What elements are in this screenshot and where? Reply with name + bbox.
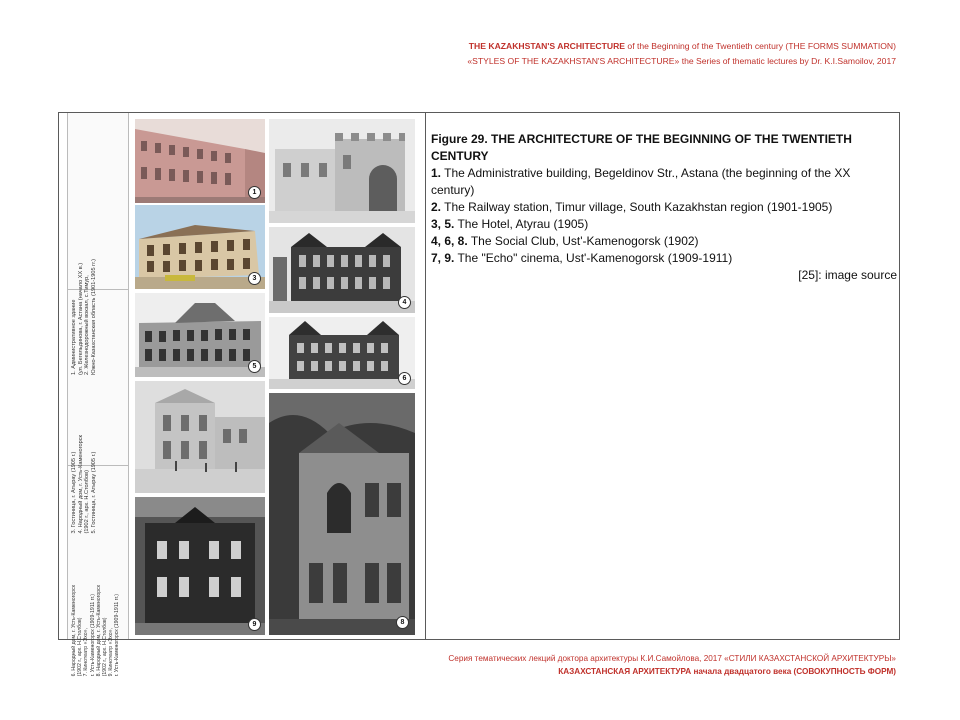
caption-line: г. Усть-Каменогорск (1909-1911 гг.) [114, 594, 121, 677]
footer-line-1: Серия тематических лекций доктора архитектуры К.И.Самойлова, 2017 «СТИЛИ КАЗАХСТАНСКОЙ АРХИТЕКТУРЫ» [448, 654, 896, 663]
caption-strip [67, 113, 129, 677]
photo-echo-cinema-street [135, 381, 265, 493]
footer-line-2: КАЗАХСТАНСКАЯ АРХИТЕКТУРА начала двадцатого века (СОВОКУПНОСТЬ ФОРМ) [558, 667, 896, 676]
caption-text-3 [71, 585, 121, 676]
caption-line: 3. Гостиница, г. Атырау (1905 г.) [71, 451, 77, 534]
caption-line: Южно-Казахстанская область (1901-1905 гг.) [90, 258, 97, 375]
item-number: 2. [431, 200, 442, 214]
photo-echo-cinema-dark [135, 497, 265, 635]
slide-footer [448, 652, 896, 678]
photo-5-drawing [135, 293, 265, 377]
photo-hotel-atyrau-color [135, 205, 265, 289]
item-text: The Hotel, Atyrau (1905) [454, 217, 589, 231]
photo-1-drawing [135, 119, 265, 203]
photo-number-8: 8 [396, 616, 409, 629]
photo-number-5: 5 [248, 360, 261, 373]
photo-hotel-atyrau-bw [135, 293, 265, 377]
photo-social-club-corner [269, 393, 415, 635]
caption-line: (ул. Бегельдинова, г. Астана (начало XX в.) [77, 262, 84, 375]
figure-item-3 [431, 216, 897, 233]
photo-number-3: 3 [248, 272, 261, 285]
item-number: 3, 5. [431, 217, 455, 231]
caption-line: 7. Кинотеатр «Эхо», [83, 628, 90, 677]
photo-number-6: 6 [398, 372, 411, 385]
caption-line: 9. Кинотеатр «Эхо», [108, 628, 115, 677]
caption-line: 6. Народный дом, г. Усть-Каменогорск [71, 585, 77, 677]
caption-line: 8. Народный дом, г. Усть-Каменогорск [95, 585, 102, 677]
image-source: [25]: image source [798, 268, 897, 282]
header-line-1-bold: THE KAZAKHSTAN'S ARCHITECTURE [468, 41, 626, 51]
caption-line: г. Усть-Каменогорск (1909-1911 гг.) [89, 594, 96, 677]
item-number: 4, 6, 8. [431, 234, 468, 248]
photo-4-drawing [269, 227, 415, 313]
caption-line: 5. Гостиница, г. Атырау (1905 г.) [90, 451, 97, 534]
item-text: The "Echo" cinema, Ust'-Kamenogorsk (1909-1911) [454, 251, 733, 265]
caption-line: 2. Железнодорожный вокзал, с.Тимур, [84, 274, 91, 375]
figure-item-2 [431, 199, 897, 216]
photo-social-club-2 [269, 317, 415, 389]
caption-cell-2 [68, 289, 128, 534]
photo-railway-station [269, 119, 415, 223]
caption-cell-3 [68, 465, 128, 677]
item-number: 7, 9. [431, 251, 455, 265]
photo-3-drawing [135, 205, 265, 289]
item-number: 1. [431, 166, 442, 180]
photo-number-4: 4 [398, 296, 411, 309]
caption-line: (1902 г., арх. Н.Столбов) [84, 469, 91, 534]
photo-2-drawing [269, 119, 415, 223]
header-line-2: «STYLES OF THE KAZAKHSTAN'S ARCHITECTURE» the Series of thematic lectures by Dr. K.I.Samoilov, 2017 [467, 56, 896, 66]
slide-header [467, 39, 896, 69]
caption-line: (1902 г., арх. Н.Столбов) [77, 617, 84, 677]
caption-line: 4. Народный дом, г. Усть-Каменогорск [77, 434, 84, 534]
photo-social-club-1 [269, 227, 415, 313]
header-line-1 [467, 39, 896, 54]
photo-number-1: 1 [248, 186, 261, 199]
photo-number-9: 9 [248, 618, 261, 631]
figure-caption [431, 131, 897, 284]
item-text: The Social Club, Ust'-Kamenogorsk (1902) [467, 234, 699, 248]
photo-9-drawing [135, 497, 265, 635]
item-text: The Administrative building, Begeldinov Str., Astana (the beginning of the XX century) [431, 166, 851, 197]
photo-8-drawing [269, 393, 415, 635]
caption-line: 1. Административное здание [71, 299, 77, 375]
figure-item-4 [431, 233, 897, 250]
caption-cell-1 [68, 113, 128, 375]
photo-6-drawing [269, 317, 415, 389]
figure-item-1 [431, 165, 897, 199]
header-line-1-rest: of the Beginning of the Twentieth century (THE FORMS SUMMATION) [625, 41, 896, 51]
figure-title: Figure 29. THE ARCHITECTURE OF THE BEGINNING OF THE TWENTIETH CENTURY [431, 132, 852, 163]
photo-7-drawing [135, 381, 265, 493]
figure-item-5 [431, 250, 897, 267]
photo-administrative-building [135, 119, 265, 203]
item-text: The Railway station, Timur village, South Kazakhstan region (1901-1905) [441, 200, 833, 214]
caption-line: (1902 г., арх. Н.Столбов) [102, 617, 109, 677]
image-panel [59, 113, 426, 677]
